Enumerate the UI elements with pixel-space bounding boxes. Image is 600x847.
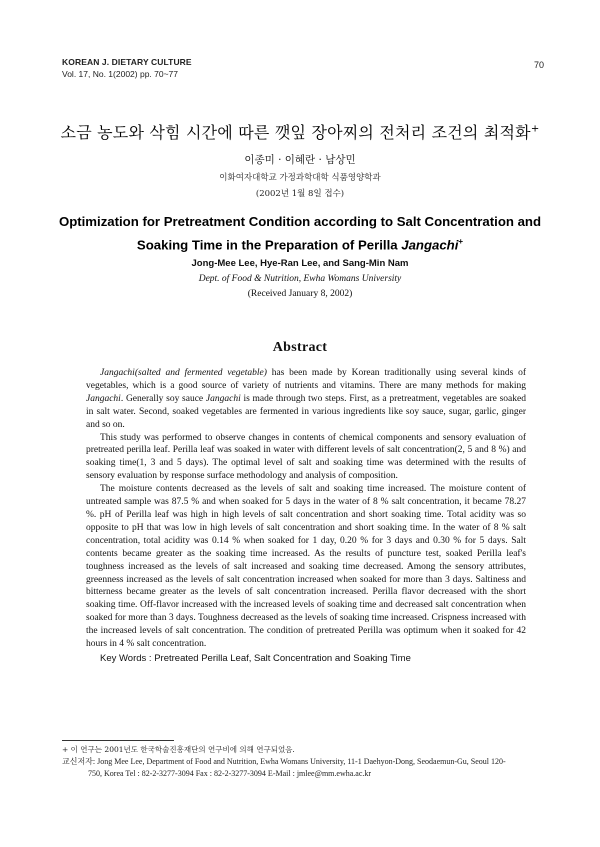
abstract-body [86,367,526,666]
footnotes [62,744,552,780]
abstract-term: Jangachi [100,368,135,378]
english-department: Dept. of Food & Nutrition, Ewha Womans University [198,274,402,284]
abstract-text: has been made by Korean traditionally using several kinds of vegetables, which is a good source of variety of nutrients and vitamins. There are many methods for making [86,368,527,391]
english-authors: Jong-Mee Lee, Hye-Ran Lee, and Sang-Min Nam [191,258,409,269]
journal-volume: Vol. 17, No. 1(2002) pp. 70~77 [62,69,179,79]
english-title [40,212,560,255]
journal-header [62,56,192,80]
abstract-heading: Abstract [272,340,328,355]
abstract-term-gloss: (salted and fermented vegetable) [134,368,267,378]
abstract-term: Jangachi [205,393,241,404]
abstract-paragraph-1 [86,367,526,432]
abstract-term: Jangachi [86,393,121,404]
english-title-mark: + [458,237,464,246]
keywords [86,653,526,666]
abstract-text: . Generally soy sauce [120,393,206,404]
journal-name: KOREAN J. DIETARY CULTURE [62,57,192,67]
keywords-label: Key Words [100,652,147,664]
english-title-line1: Optimization for Pretreatment Condition according to Salt Concentration and [58,214,542,229]
english-received: (Received January 8, 2002) [247,289,353,299]
english-title-line2 [40,232,560,255]
keywords-text: : Pretreated Perilla Leaf, Salt Concentration and Soaking Time [146,652,411,664]
abstract-paragraph-2: This study was performed to observe changes in contents of chemical components and sensory evaluation of pretreated perilla leaf. Perilla leaf was soaked in water with different levels of salt concentration(2, 5 and 8 %) and soaking time(1, 3 and 5 days). The optimal level of salt and soaking time was determined with the results of sensory evaluation by response surface methodology and analysis of composition. [86,432,526,482]
footnote-divider [62,740,174,741]
corresponding-author-line1: 교신저자: Jong Mee Lee, Department of Food and Nutrition, Ewha Womans University, 11-1 Daehyon-Dong, Seodaemun-Gu, Seoul 120- [62,757,506,766]
korean-affiliation: 이화여자대학교 가정과학대학 식품영양학과 [219,173,381,183]
korean-authors: 이종미 · 이혜란 · 남상민 [244,154,356,166]
english-title-line2-text: Soaking Time in the Preparation of Perilla [136,237,402,253]
korean-title [0,120,600,143]
funding-note: + 이 연구는 2001년도 한국학술진흥재단의 연구비에 의해 연구되었음. [62,745,295,754]
korean-received: (2002년 1월 8일 접수) [255,189,345,199]
corresponding-author-line2: 750, Korea Tel : 82-2-3277-3094 Fax : 82-2-3277-3094 E-Mail : jmlee@mm.ewha.ac.kr [88,769,372,778]
page-number: 70 [533,60,544,70]
korean-title-text: 소금 농도와 삭힘 시간에 따른 깻잎 장아찌의 전처리 조건의 최적화 [60,123,531,142]
abstract-text: is made through two steps. First, as a pretreatment, vegetables are soaked in salt water. Second, soaked vegetables are fermented in various ingredients like soy sauce, sugar, garlic, ginger and so on. [86,393,526,430]
abstract-paragraph-3: The moisture contents decreased as the levels of salt and soaking time increased. The moisture content of untreated sample was 87.5 % and when soaked for 5 days in the water of 8 % salt concentration, it became 78.27 %. pH of Perilla leaf was high in high levels of salt concentration and short soaking time. Total acidity was so opposite to pH that was low in high levels of salt concentration and short soaking time. In the water of 8 % salt concentration, total acidity was 0.14 % when soaked for 1 day, 0.20 % for 3 days and 0.30 % for 5 days. Salt contents became greater as the soaking time increased. As the results of puncture test, soaked Perilla leaf's toughness increased as the levels of salt increased and soaking time decreased. Among the sensory attributes, greenness increased as the levels of salt concentration increased when soaked for more than 3 days. Saltiness and bitterness became greater as the levels of salt concentration increased. Perilla flavor decreased with the short soaking time. Off-flavor increased with the increased levels of soaking time and decreased salt concentration when soaked for more than 3 days. Toughness decreased as the levels of soaking time increased. Crispness increased with the increased levels of salt concentration. The condition of pretreated Perilla was optimum when it soaked for 42 hours in 4 % salt concentration. [86,484,526,650]
korean-title-mark: + [530,123,540,135]
english-title-italic: Jangachi [401,237,459,253]
